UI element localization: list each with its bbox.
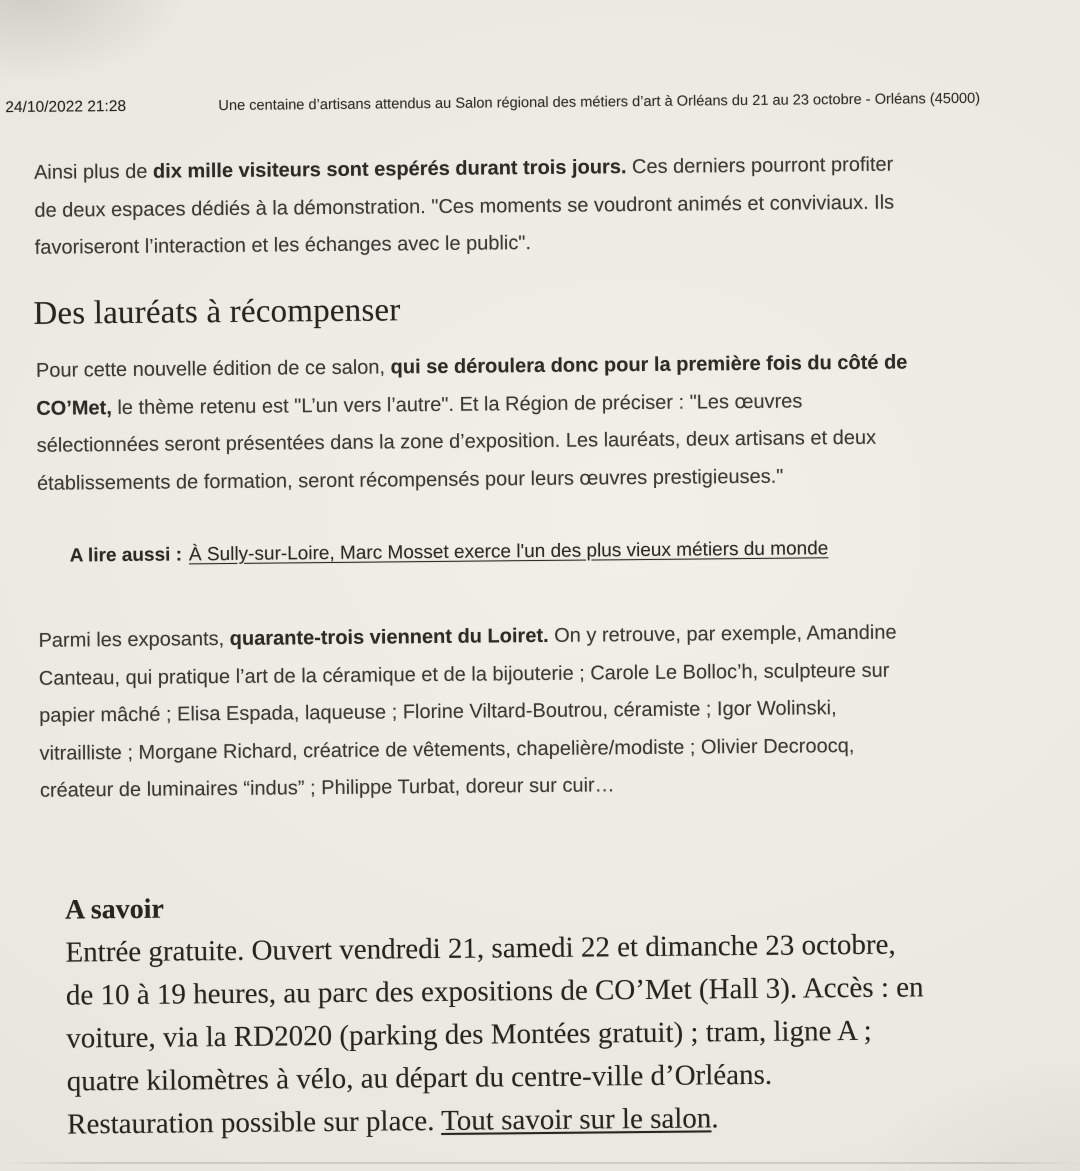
text-segment: papier mâché ; Elisa Espada, laqueuse ; Florine Viltard-Boutrou, céramiste ; Igor Wolinski,	[39, 697, 837, 727]
text-segment: favoriseront l’interaction et les échanges avec le public".	[34, 232, 532, 260]
text-segment: Canteau, qui pratique l’art de la céramique et de la bijouterie ; Carole Le Bolloc’h, sculpteure sur	[38, 659, 890, 690]
text-segment: vitrailliste ; Morgane Richard, créatrice de vêtements, chapelière/modiste ; Olivier Decroocq,	[39, 734, 855, 765]
text-segment: créateur de luminaires “indus” ; Philippe Turbat, doreur sur cuir…	[39, 774, 615, 803]
text-segment: .	[711, 1102, 719, 1135]
text-line	[40, 765, 898, 811]
text-segment: Pour cette nouvelle édition de ce salon,	[35, 356, 391, 382]
text-segment: de 10 à 19 heures, au parc des expositions de CO’Met (Hall 3). Accès : en	[65, 971, 924, 1012]
exposants-paragraph	[38, 615, 898, 811]
text-segment: Ainsi plus de	[33, 160, 154, 184]
text-segment: établissements de formation, seront récompensés pour leurs œuvres prestigieuses."	[36, 465, 784, 495]
text-segment: On y retrouve, par exemple, Amandine	[548, 621, 897, 647]
read-also-line	[70, 538, 829, 567]
a-savoir-body	[65, 923, 925, 1146]
text-line	[67, 1095, 925, 1146]
edition-paragraph	[36, 344, 909, 503]
text-segment: Ces derniers pourront profiter	[626, 153, 894, 179]
text-segment: le thème retenu est "L’un vers l’autre". Et la Région de préciser : "Les œuvres	[111, 390, 803, 419]
read-also-link[interactable]: À Sully-sur-Loire, Marc Mosset exerce l'un des plus vieux métiers du monde	[188, 538, 829, 566]
text-segment: qui se déroulera donc pour la première fois du côté de	[390, 351, 908, 379]
intro-paragraph	[34, 147, 895, 268]
text-segment: quarante-trois viennent du Loiret.	[229, 624, 549, 650]
text-segment: dix mille visiteurs sont espérés durant trois jours.	[152, 156, 627, 183]
text-segment: Entrée gratuite. Ouvert vendredi 21, samedi 22 et dimanche 23 octobre,	[65, 928, 896, 969]
document-title: Une centaine d’artisans attendus au Salon régional des métiers d’art à Orléans du 21 au 23 octobre - Orléans (45000)	[218, 90, 981, 115]
text-segment: quatre kilomètres à vélo, au départ du centre-ville d’Orléans.	[66, 1058, 773, 1098]
text-segment: voiture, via la RD2020 (parking des Montées gratuit) ; tram, ligne A ;	[66, 1014, 872, 1055]
print-timestamp: 24/10/2022 21:28	[5, 97, 127, 117]
text-segment: sélectionnées seront présentées dans la zone d’exposition. Les lauréats, deux artisans et deux	[36, 426, 877, 458]
print-header	[5, 89, 1065, 121]
text-line	[66, 1009, 924, 1060]
text-line	[37, 457, 909, 503]
text-segment: CO’Met,	[36, 396, 112, 420]
a-savoir-box	[65, 880, 925, 1146]
a-savoir-heading: A savoir	[64, 893, 165, 926]
text-segment: Parmi les exposants,	[38, 627, 230, 652]
paper-edge-line	[0, 1162, 1080, 1164]
text-segment: de deux espaces dédiés à la démonstration. "Ces moments se voudront animés et conviviaux. Ils	[34, 191, 895, 222]
text-segment: Restauration possible sur place.	[67, 1104, 442, 1141]
section-heading: Des lauréats à récompenser	[33, 292, 401, 332]
text-line	[35, 222, 895, 268]
salon-info-link[interactable]: Tout savoir sur le salon	[440, 1102, 712, 1137]
read-also-label: A lire aussi :	[69, 544, 183, 567]
